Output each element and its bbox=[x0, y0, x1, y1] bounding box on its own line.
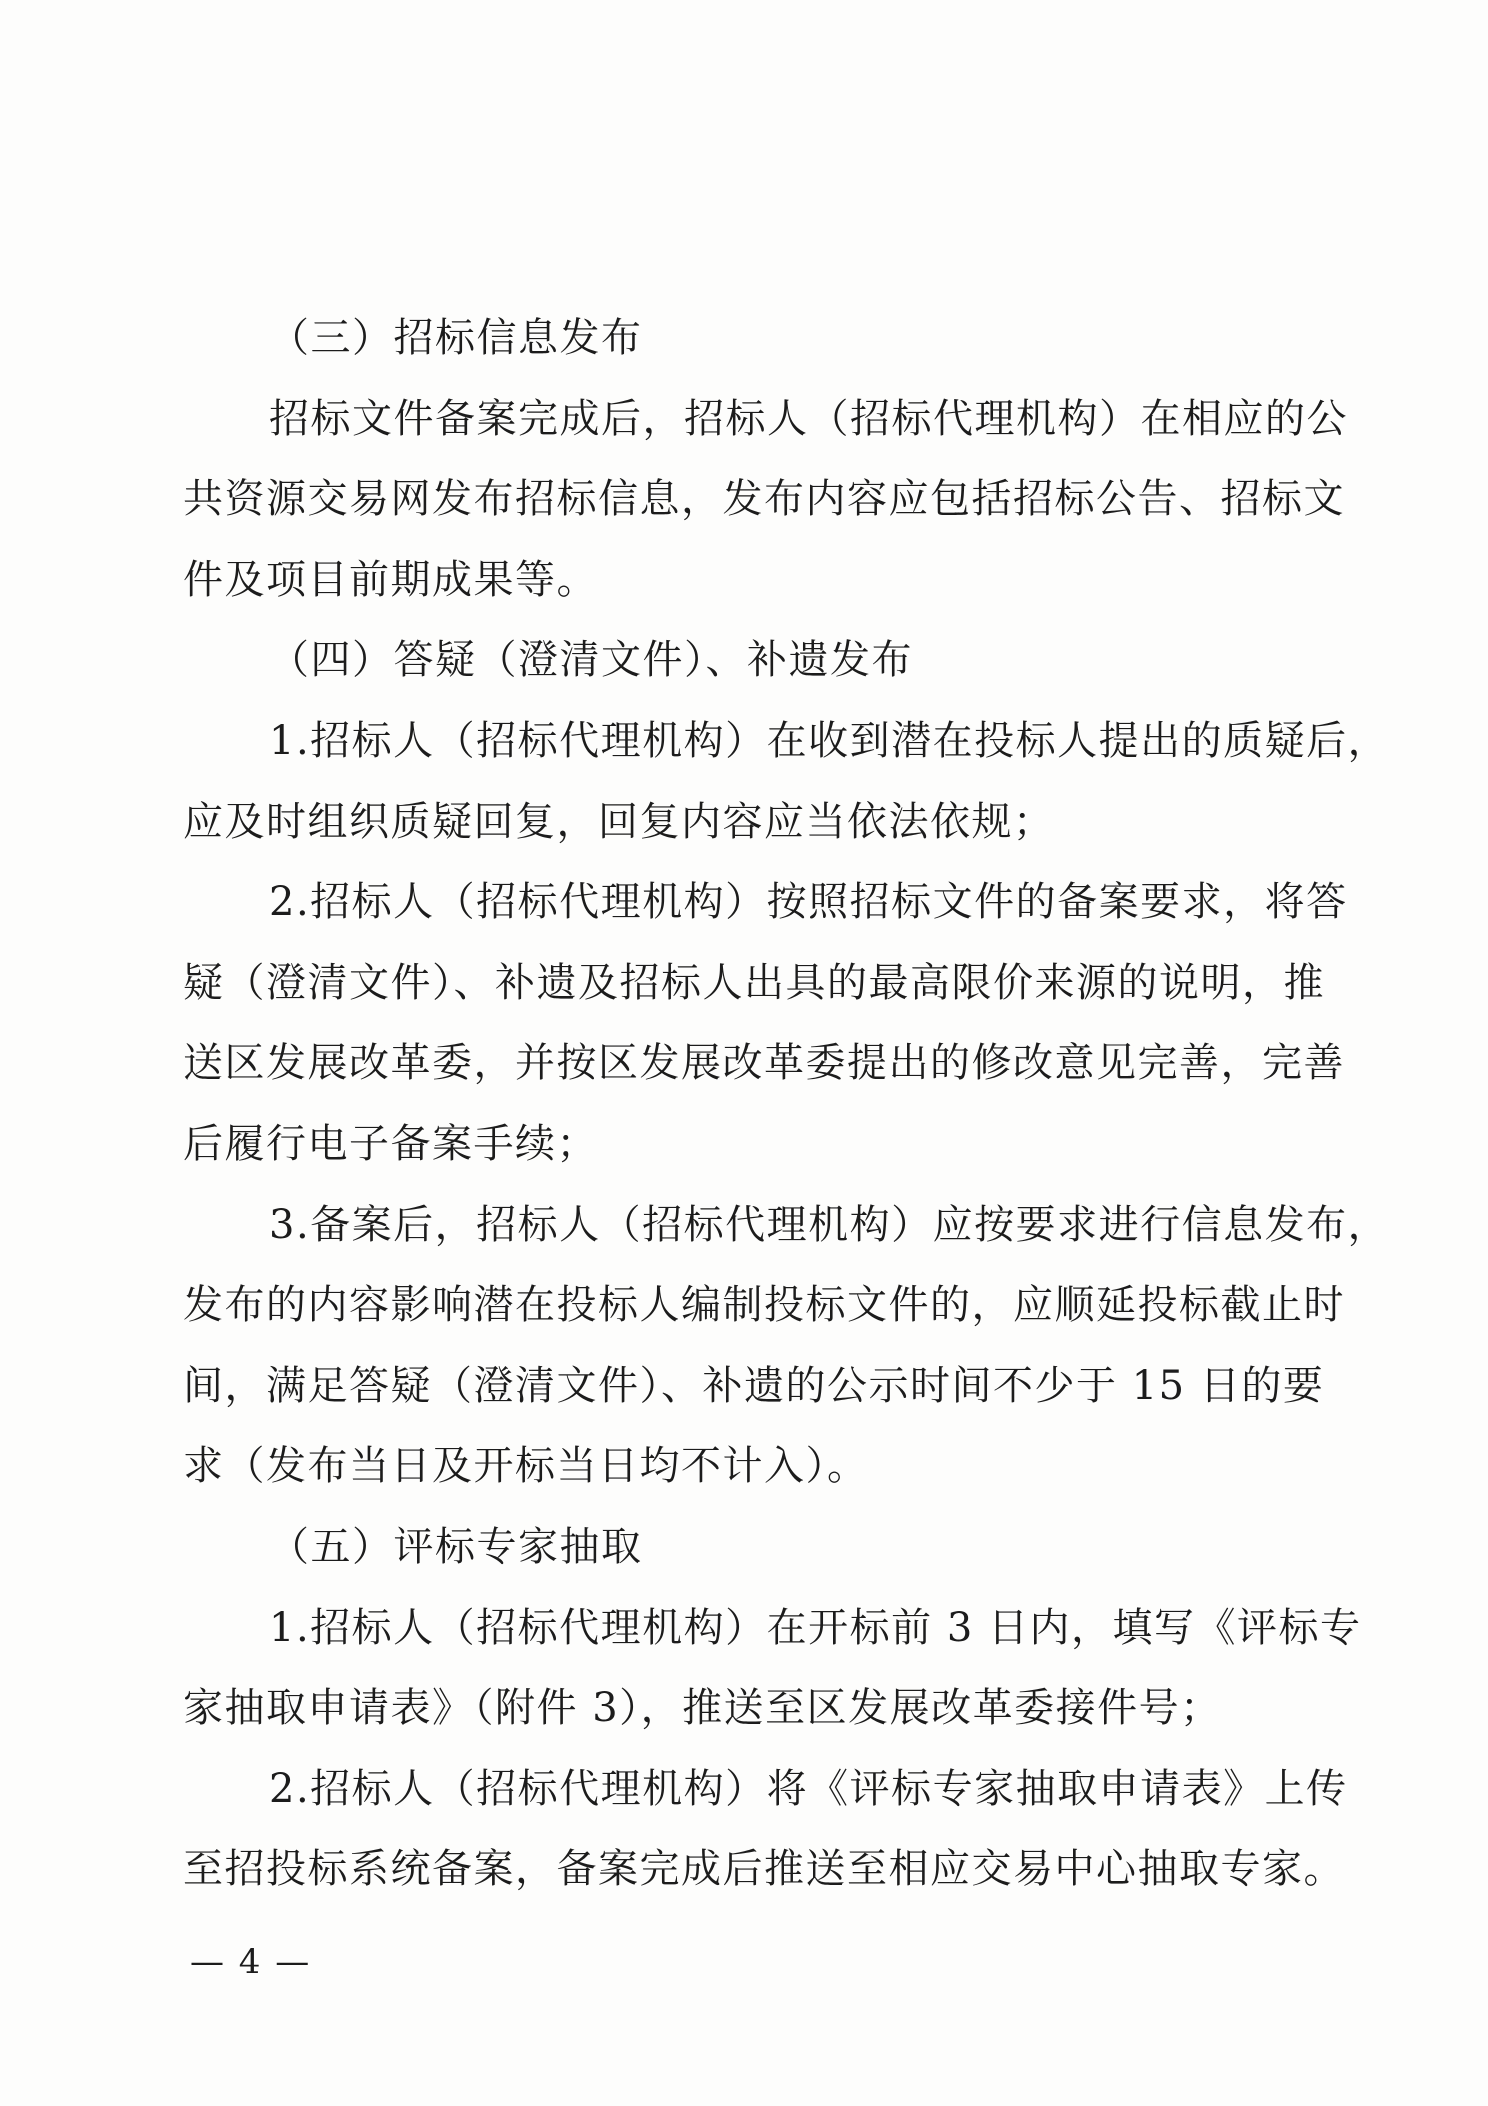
paragraph-line: 共资源交易网发布招标信息，发布内容应包括招标公告、招标文 bbox=[183, 476, 1345, 523]
paragraph-line: 间，满足答疑（澄清文件）、补遗的公示时间不少于 15 日的要 bbox=[183, 1362, 1325, 1409]
section-heading: （三）招标信息发布 bbox=[269, 315, 643, 361]
paragraph-line: 件及项目前期成果等。 bbox=[183, 556, 598, 603]
paragraph-line: 求（发布当日及开标当日均不计入）。 bbox=[183, 1443, 869, 1490]
section-heading: （四）答疑（澄清文件）、补遗发布 bbox=[269, 637, 913, 684]
paragraph-line: 应及时组织质疑回复，回复内容应当依法依规； bbox=[183, 798, 1055, 845]
page-number: — 4 — bbox=[190, 1942, 312, 1982]
paragraph-line: 至招投标系统备案，备案完成后推送至相应交易中心抽取专家。 bbox=[183, 1846, 1345, 1893]
paragraph-line: 招标文件备案完成后，招标人（招标代理机构）在相应的公 bbox=[269, 395, 1348, 442]
paragraph-line: 发布的内容影响潜在投标人编制投标文件的，应顺延投标截止时 bbox=[183, 1282, 1345, 1329]
paragraph-line: 后履行电子备案手续； bbox=[183, 1120, 598, 1167]
paragraph-line: 2.招标人（招标代理机构）按照招标文件的备案要求，将答 bbox=[269, 879, 1348, 926]
paragraph-line: 1.招标人（招标代理机构）在收到潜在投标人提出的质疑后， bbox=[269, 717, 1390, 764]
section-heading: （五）评标专家抽取 bbox=[269, 1523, 643, 1570]
paragraph-line: 2.招标人（招标代理机构）将《评标专家抽取申请表》上传 bbox=[269, 1765, 1348, 1812]
paragraph-line: 家抽取申请表》（附件 3），推送至区发展改革委接件号； bbox=[183, 1685, 1222, 1732]
paragraph-line: 3.备案后，招标人（招标代理机构）应按要求进行信息发布， bbox=[269, 1201, 1390, 1248]
paragraph-line: 疑（澄清文件）、补遗及招标人出具的最高限价来源的说明，推 bbox=[183, 959, 1325, 1006]
body-text bbox=[183, 298, 1390, 1910]
paragraph-line: 1.招标人（招标代理机构）在开标前 3 日内，填写《评标专 bbox=[269, 1604, 1362, 1651]
paragraph-line: 送区发展改革委，并按区发展改革委提出的修改意见完善，完善 bbox=[183, 1040, 1345, 1087]
